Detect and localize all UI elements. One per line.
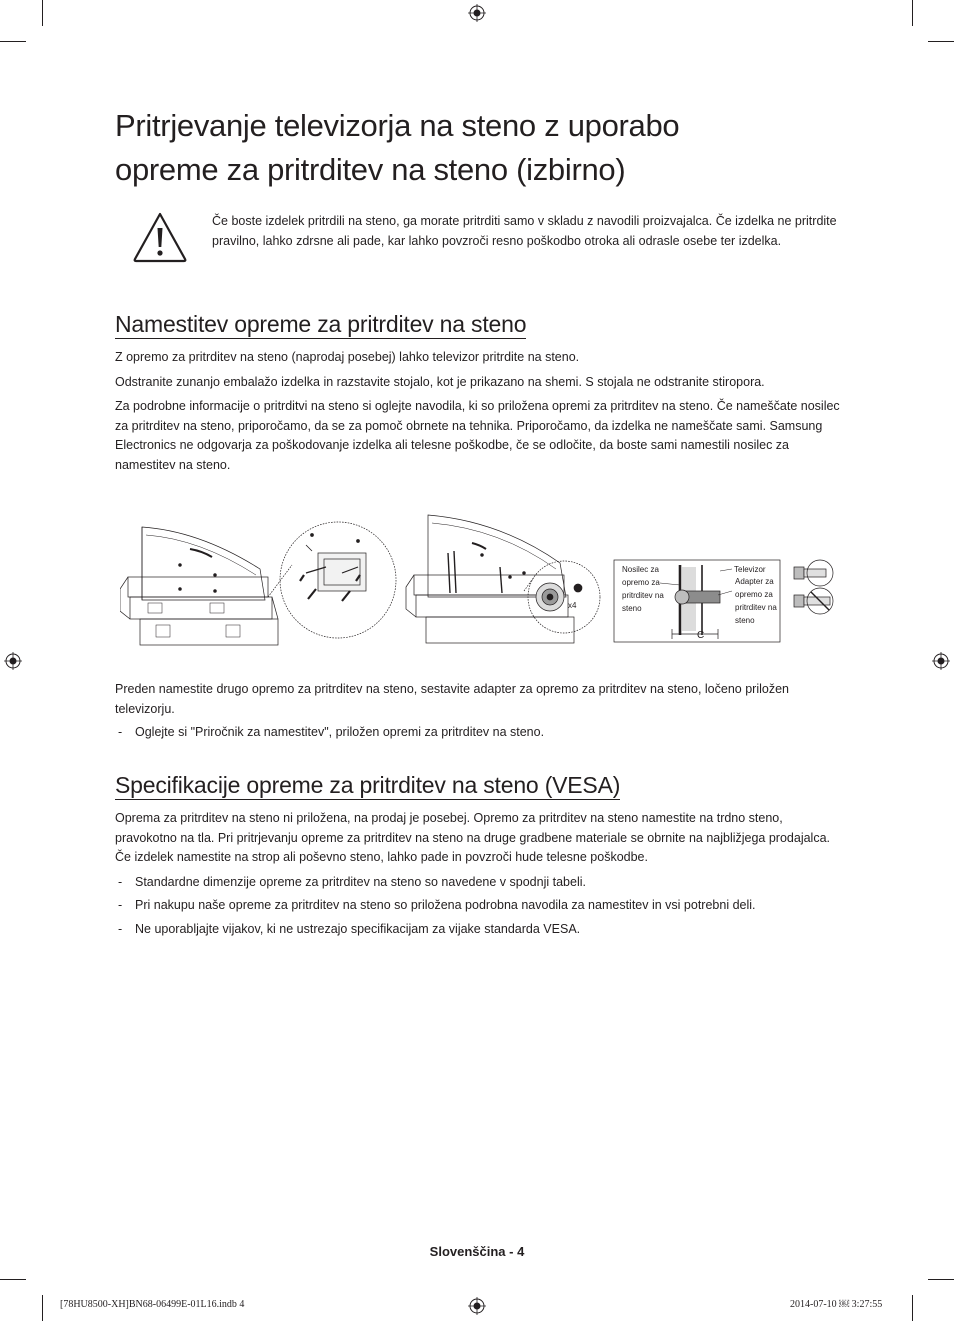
registration-mark-icon <box>468 1297 486 1315</box>
tv-on-styrofoam-illustration <box>120 527 278 645</box>
label-adapter: Adapter za opremo za pritrditev na steno <box>735 577 777 625</box>
crop-mark <box>42 1295 43 1321</box>
tv-with-adapters-illustration <box>406 515 574 643</box>
crop-mark <box>42 0 43 26</box>
label-tv: Televizor <box>734 565 766 574</box>
crop-mark <box>0 1279 26 1280</box>
paragraph: Odstranite zunanjo embalažo izdelka in razstavite stojalo, kot je prikazano na shemi. S stojala ne odstranite stiropora. <box>115 375 765 389</box>
x4-label: x4 <box>568 601 577 610</box>
page-title: Pritrjevanje televizorja na steno z uporabo opreme za pritrditev na steno (izbirno) <box>115 108 680 187</box>
crop-mark <box>928 41 954 42</box>
section-heading-vesa: Specifikacije opreme za pritrditev na steno (VESA) <box>115 772 621 798</box>
crop-mark <box>912 0 913 26</box>
warning-triangle-icon <box>132 211 188 263</box>
paragraph: Z opremo za pritrditev na steno (naprodaj posebej) lahko televizor pritrdite na steno. <box>115 350 580 364</box>
section-heading-installation: Namestitev opreme za pritrditev na steno <box>115 311 527 337</box>
correct-screw-icon <box>794 560 833 586</box>
label-c: C <box>697 630 705 641</box>
warning-text: Če boste izdelek pritrdili na steno, ga morate pritrditi samo v skladu z navodili proizvajalca. Če izdelka ne pritrdite pravilno, lahko zdrsne ali pade, kar lahko povzroči resno poškodbo otroka ali odrasle osebe ter izdelka. <box>212 214 837 248</box>
registration-mark-icon <box>4 652 22 670</box>
incorrect-screw-icon <box>794 588 833 614</box>
paragraph: Oprema za pritrditev na steno ni priložena, na prodaj je posebej. Opremo za pritrditev na steno namestite na trdno steno, pravokotno na tla. Pri pritrjevanju opreme za pritrditev na steno na druge gradbene materiale se obrnite na najbližjega prodajalca. Če izdelek namestite na strop ali poševno steno, lahko pade in povzroči hude telesne poškodbe. <box>115 811 831 864</box>
paragraph: Za podrobne informacije o pritrditvi na steno si oglejte navodila, ki so priložena opremi za pritrditev na steno. Če nameščate nosilec za pritrditev na steno, priporočamo, da se za pomoč obrnete na tehnika. Priporočamo, da izdelka ne nameščate sami. Samsung Electronics ne odgovarja za poškodovanje izdelka ali telesne poškodbe, če se odločite, da boste sami namestili nosilec za namestitev na steno. <box>115 399 840 472</box>
crop-mark <box>912 1295 913 1321</box>
wall-mount-diagram <box>120 505 840 655</box>
label-wall-bracket: Nosilec za opremo za pritrditev na steno <box>622 565 664 613</box>
print-slug-right: 2014-07-10 ￼ 3:27:55 <box>790 1299 883 1310</box>
page-number: Slovenščina - 4 <box>429 1244 525 1259</box>
print-slug-left: [78HU8500-XH]BN68-06499E-01L16.indb 4 <box>60 1299 245 1310</box>
zoom-detail-remove-stand <box>268 522 396 638</box>
registration-mark-icon <box>932 652 950 670</box>
registration-mark-icon <box>468 4 486 22</box>
crop-mark <box>928 1279 954 1280</box>
crop-mark <box>0 41 26 42</box>
paragraph: Preden namestite drugo opremo za pritrditev na steno, sestavite adapter za opremo za pritrditev na steno, ločeno priložen televizorju. <box>115 682 789 716</box>
